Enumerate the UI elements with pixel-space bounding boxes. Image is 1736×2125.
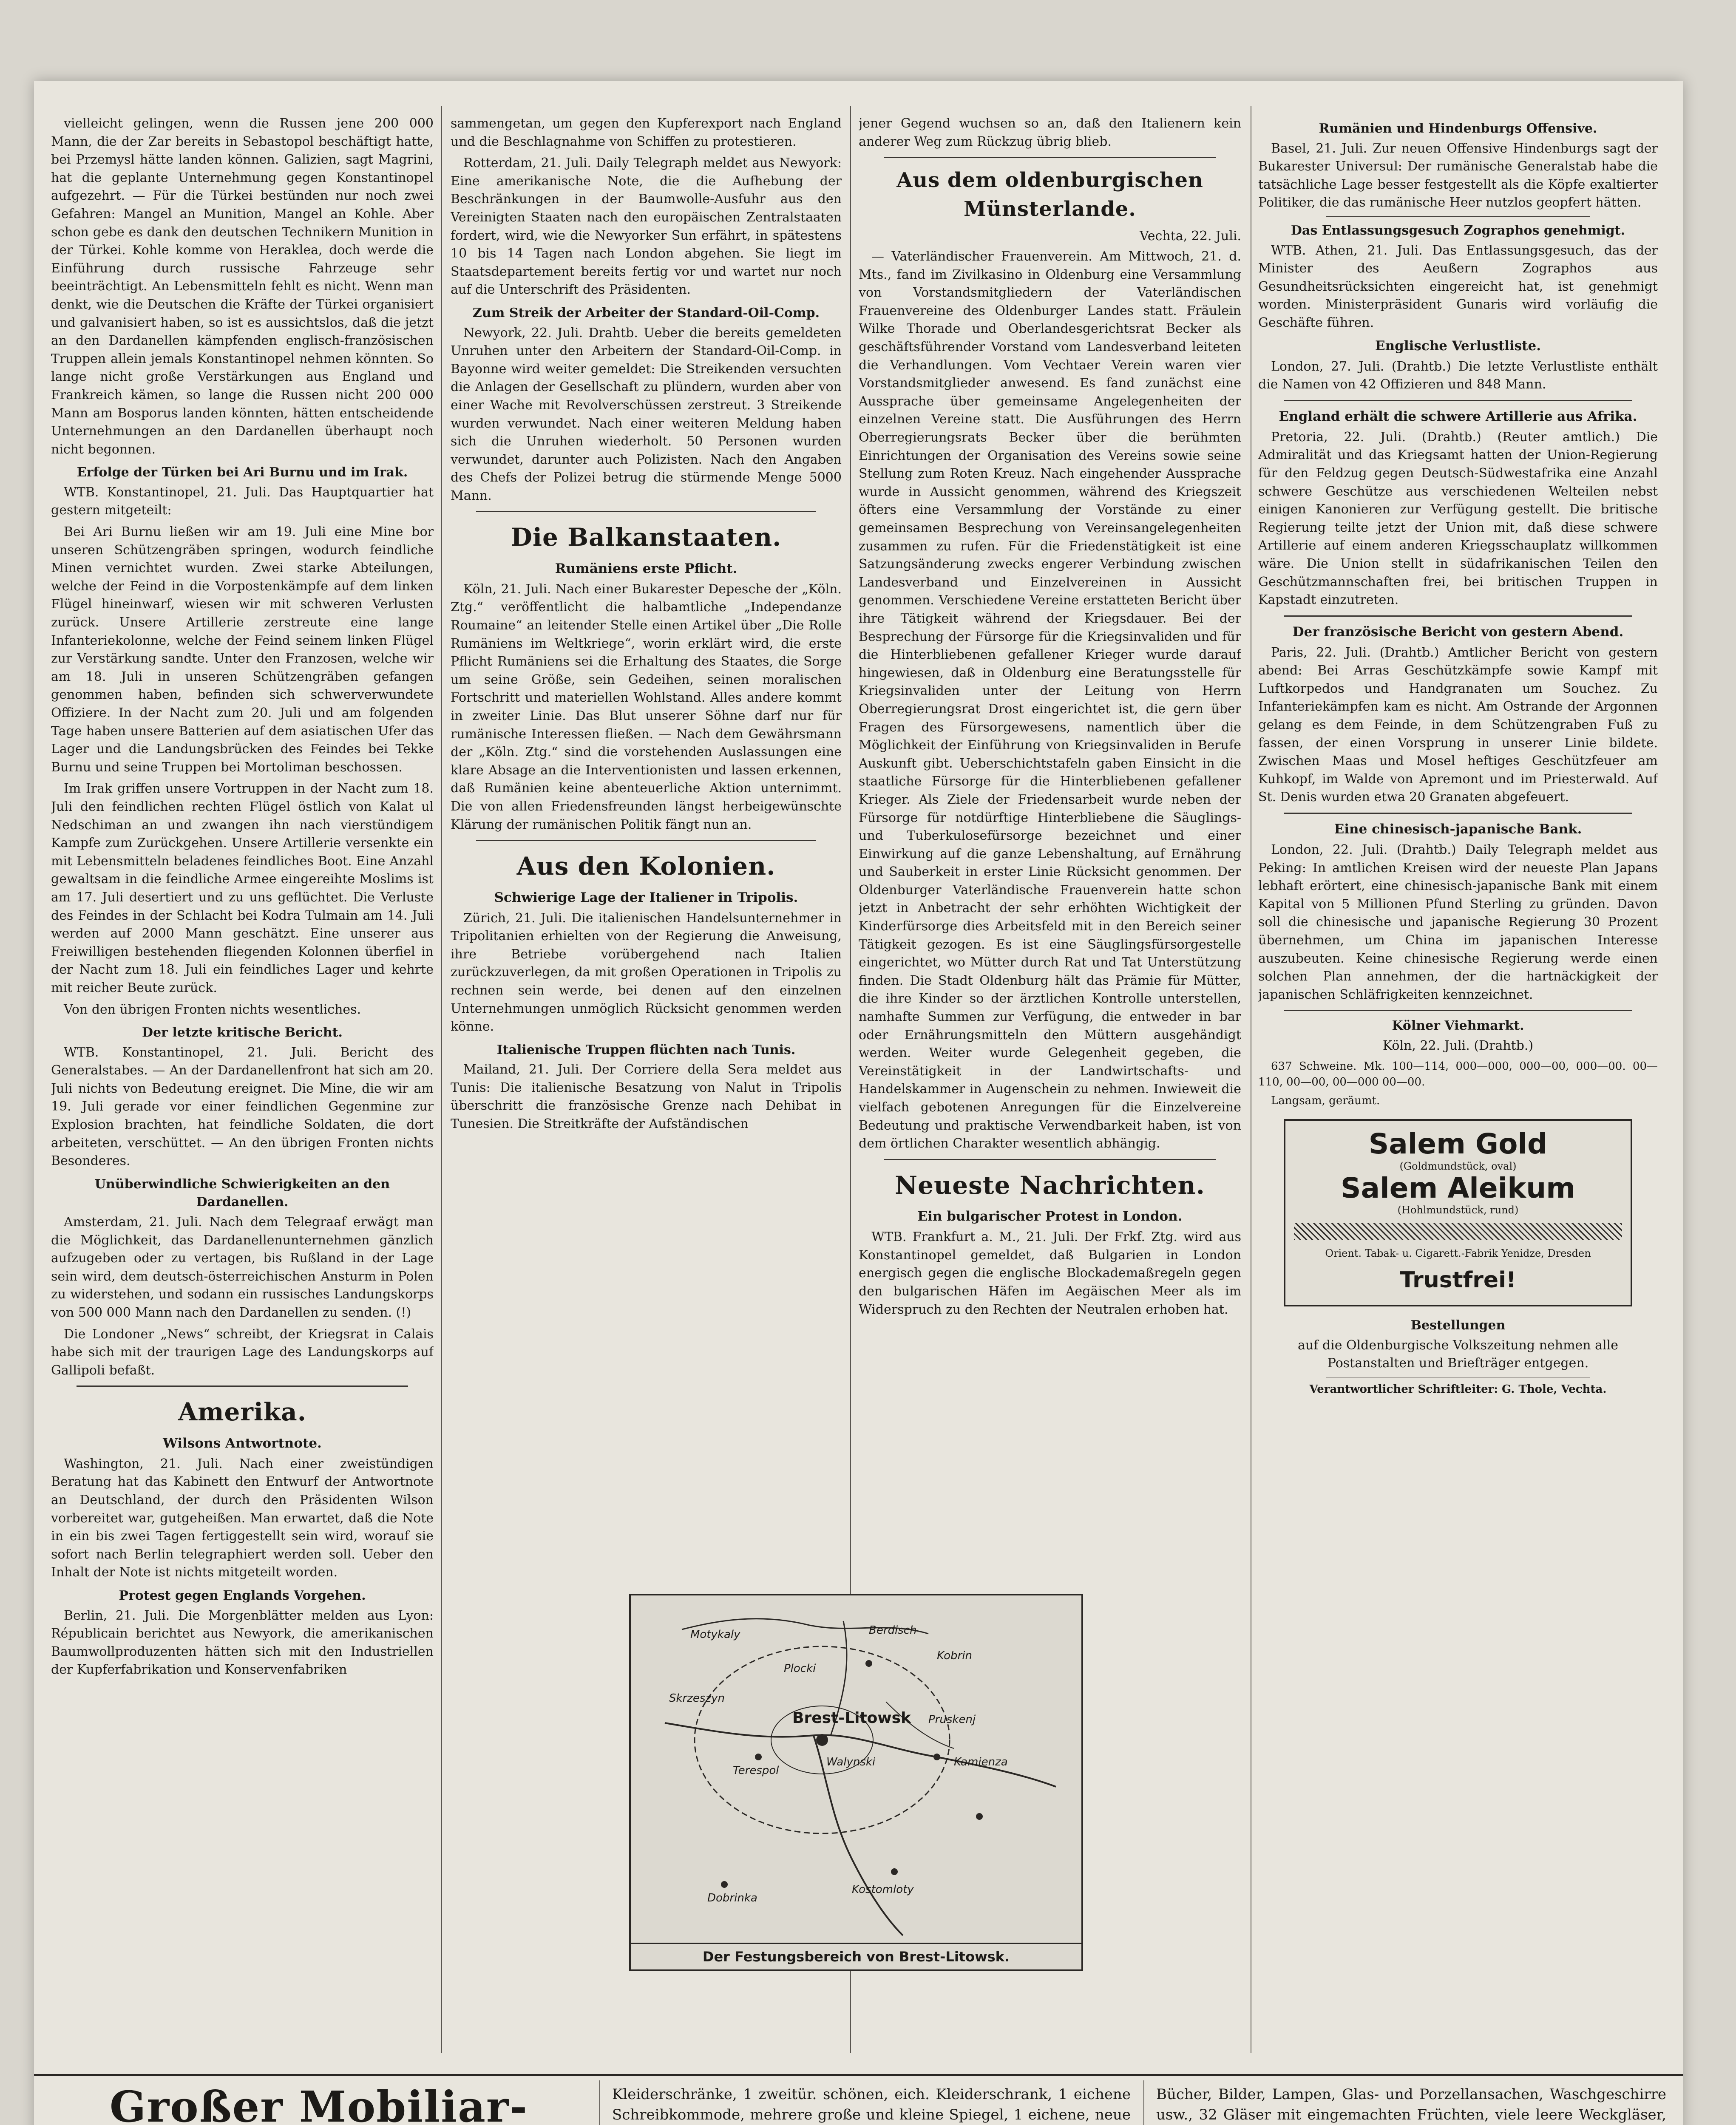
dateline: Vechta, 22. Juli. xyxy=(1139,228,1241,244)
auction-heading xyxy=(51,2082,587,2125)
article-paragraph: Paris, 22. Juli. (Drahtb.) Amtlicher Bericht von gestern abend: Bei Arras Geschützkämpfe sowie Kampf mit Luftkorpedos und Handgranaten um Souchez. Zu Infanteriekämpfen kam es nicht. Am Ostrande der Argonnen gelang es dem Feinde, in dem Schützengraben Fuß zu fassen, der einen Vorsprung in unserer Linie bildete. Zwischen Maas und Mosel heftiges Geschützfeuer am Kuhkopf, im Walde von Apremont und im Priesterwald. Auf St. Denis wurden etwa 20 Granaten abgefeuert. xyxy=(1258,645,1658,805)
ad-manufacturer: Orient. Tabak- u. Cigarett.-Fabrik Yenidze, Dresden xyxy=(1325,1247,1591,1260)
headline: Schwierige Lage der Italiener in Tripolis. xyxy=(494,890,798,905)
article-paragraph: WTB. Frankfurt a. M., 21. Juli. Der Frkf. Ztg. wird aus Konstantinopel gemeldet, daß Bulgarien in London energisch gegen die englische Blockademaßregeln gegen den bulgarischen Häfen im Aegäischen Meer als im Widerspruch zu den Rechten der Neutralen erhoben hat. xyxy=(859,1230,1241,1317)
divider xyxy=(1284,615,1632,617)
map-label: Brest-Litowsk xyxy=(792,1709,911,1727)
ad-brand: Salem Aleikum xyxy=(1341,1171,1575,1204)
section-title: Amerika. xyxy=(178,1397,306,1427)
map-label: Terespol xyxy=(733,1764,779,1777)
ad-brand: Salem Gold xyxy=(1368,1128,1548,1161)
article-paragraph: Rotterdam, 21. Juli. Daily Telegraph meldet aus Newyork: Eine amerikanische Note, die die Aufhebung der Beschränkungen in der Baumwolle-Ausfuhr aus den Vereinigten Staaten nach den europäischen Zentralstaaten fordert, wird, wie die Newyorker Sun erfährt, in spätestens 10 bis 14 Tagen nach London abgehen. Sie liegt im Staatsdepartement bereits fertig vor und wartet nur noch auf die Unterschrift des Präsidenten. xyxy=(451,156,842,298)
article-paragraph: WTB. Konstantinopel, 21. Juli. Das Hauptquartier hat gestern mitgeteilt: xyxy=(51,484,434,518)
divider xyxy=(1284,1010,1632,1011)
divider xyxy=(884,157,1216,158)
map-label: Kobrin xyxy=(937,1649,972,1662)
auction-items: Kleiderschränke, 1 zweitür. schönen, eich. Kleiderschrank, 1 eichene Schreibkommode, mehrere große und kleine Spiegel, 1 eichene, neue xyxy=(612,2086,1131,2123)
divider xyxy=(476,511,816,512)
headline: Wilsons Antwortnote. xyxy=(163,1435,322,1451)
auction-items: Bücher, Bilder, Lampen, Glas- und Porzellansachen, Waschgeschirre usw., 32 Gläser mit eingemachten Früchten, viele leere Weckgläser, xyxy=(1156,2086,1666,2123)
headline: Protest gegen Englands Vorgehen. xyxy=(119,1588,366,1603)
map-label: Dobrinka xyxy=(707,1892,757,1904)
map-label: Berdisch xyxy=(869,1624,917,1637)
article-paragraph: London, 27. Juli. (Drahtb.) Die letzte Verlustliste enthält die Namen von 42 Offizieren und 848 Mann. xyxy=(1258,359,1658,392)
article-paragraph: WTB. Konstantinopel, 21. Juli. Bericht des Generalstabes. — An der Dardanellenfront hat sich am 20. Juli nichts von Bedeutung ereignet. Die Mine, die wir am 19. Juli gerade vor einer feindlichen Gegenmine zur Explosion brachten, hat feindliche Soldaten, die dort arbeiteten, verschüttet. — An den übrigen Fronten nichts Besonderes. xyxy=(51,1045,434,1169)
section-title: Neueste Nachrichten. xyxy=(895,1170,1205,1200)
section-title: Aus den Kolonien. xyxy=(516,852,776,881)
headline: Unüberwindliche Schwierigkeiten an den Dardanellen. xyxy=(94,1176,390,1210)
headline: Rumänien und Hindenburgs Offensive. xyxy=(1319,121,1597,136)
notice-text: auf die Oldenburgische Volkszeitung nehmen alle Postanstalten und Briefträger entgegen. xyxy=(1298,1337,1618,1371)
divider xyxy=(1284,400,1632,401)
article-paragraph: Newyork, 22. Juli. Drahtb. Ueber die bereits gemeldeten Unruhen unter den Arbeitern der Standard-Oil-Comp. in Bayonne wird weiter gemeldet: Die Streikenden versuchten die Anlagen der Gesellschaft zu plündern, wurden aber von einer Wache mit Revolverschüssen zerstreut. 3 Streikende wurden verwundet. Nach einer weiteren Meldung haben sich die Unruhen wiederholt. 50 Personen wurden verwundet, darunter auch Polizisten. Nach den Angaben des Chefs der Polizei betrug die stürmende Menge 5000 Mann. xyxy=(451,325,842,503)
map-label: Plocki xyxy=(784,1662,816,1675)
ad-ornament xyxy=(1294,1223,1622,1240)
headline: Eine chinesisch-japanische Bank. xyxy=(1334,822,1582,837)
market-line: 637 Schweine. Mk. 100—114, 000—000, 000—00, 000—00. 00—110, 00—00, 00—000 00—00. xyxy=(1258,1060,1658,1088)
article-paragraph: WTB. Athen, 21. Juli. Das Entlassungsgesuch, das der Minister des Aeußern Zographos aus Gesundheitsrücksichten eingereicht hat, ist genehmigt worden. Ministerpräsident Gunaris wird vorläufig die Geschäfte führen. xyxy=(1258,243,1658,330)
article-paragraph: Basel, 21. Juli. Zur neuen Offensive Hindenburgs sagt der Bukarester Universul: Der rumänische Generalstab habe die tatsächliche Lage besser festgestellt als die Köpfe exaltierter Politiker, die das rumänische Heer nutzlos geopfert hätten. xyxy=(1258,141,1658,210)
article-paragraph: vielleicht gelingen, wenn die Russen jene 200 000 Mann, die der Zar bereits in Sebastopol beschäftigt hatte, bei Przemysl hätte landen können. Galizien, sagt Magrini, hat die geplante Unternehmung gegen Konstantinopel aufgezehrt. — Für die Türkei bestünden nur noch zwei Gefahren: Mangel an Munition, Mangel an Kohle. Aber schon gebe es dank den deutschen Technikern Munition in der Türkei. Kohle komme von Heraklea, doch werde die Einführung durch russische Fahrzeuge sehr beeinträchtigt. An Lebensmitteln fehlt es nicht. Wenn man denkt, wie die Deutschen die Kräfte der Türkei organisiert und galvanisiert haben, so ist es aussichtslos, daß die jetzt an den Dardanellen kämpfenden englisch-französischen Truppen allein jemals Konstantinopel nehmen könnten. So lange nicht große Verstärkungen aus England und Frankreich kämen, so lange die Russen nicht 200 000 Mann am Bosporus landen könnten, hätten entscheidende Unternehmungen an den Dardanellen überhaupt noch nicht begonnen. xyxy=(51,116,434,457)
headline: Bestellungen xyxy=(1410,1318,1506,1333)
article-paragraph: jener Gegend wuchsen so an, daß den Italienern kein anderer Weg zum Rückzug übrig blieb. xyxy=(859,116,1241,149)
column-rule xyxy=(441,106,442,2053)
map-label: Motykaly xyxy=(690,1628,740,1641)
auction-right xyxy=(1156,2085,1666,2125)
map-label: Pruskenj xyxy=(928,1713,976,1726)
headline: Das Entlassungsgesuch Zographos genehmigt. xyxy=(1291,223,1625,238)
article-paragraph: Die Londoner „News“ schreibt, der Kriegsrat in Calais habe sich mit der traurigen Lage des Landungskorps auf Gallipoli befaßt. xyxy=(51,1326,434,1378)
map-caption: Der Festungsbereich von Brest-Litowsk. xyxy=(631,1943,1081,1969)
ad-subtitle: (Hohlmundstück, rund) xyxy=(1397,1204,1519,1216)
headline: England erhält die schwere Artillerie aus Afrika. xyxy=(1279,408,1637,424)
headline: Ein bulgarischer Protest in London. xyxy=(917,1209,1183,1224)
map-label: Kostomloty xyxy=(852,1883,914,1896)
headline: Erfolge der Türken bei Ari Burnu und im Irak. xyxy=(77,465,408,480)
section-title: Aus dem oldenburgischen Münsterlande. xyxy=(896,168,1203,221)
divider xyxy=(77,1386,408,1387)
article-paragraph: Berlin, 21. Juli. Die Morgenblätter melden aus Lyon: Républicain berichtet aus Newyork, die amerikanischen Baumwollproduzenten hätten sich mit den Industriellen der Kupferfabrikation und Konservenfabriken xyxy=(51,1608,434,1677)
fortress-map xyxy=(629,1594,1083,1971)
market-line: Köln, 22. Juli. (Drahtb.) xyxy=(1382,1038,1534,1053)
divider xyxy=(884,1159,1216,1160)
divider xyxy=(476,840,816,841)
article-paragraph: Von den übrigen Fronten nichts wesentliches. xyxy=(64,1002,361,1017)
article-paragraph: Washington, 21. Juli. Nach einer zweistündigen Beratung hat das Kabinett den Entwurf der Antwortnote an Deutschland, der durch den Präsidenten Wilson vorbereitet war, gutgeheißen. Man erwartet, daß die Note in ein bis zwei Tagen fertiggestellt sein wird, worauf sie sofort nach Berlin telegraphiert werden soll. Ueber den Inhalt der Note ist nichts mitgeteilt worden. xyxy=(51,1456,434,1580)
headline: Der letzte kritische Bericht. xyxy=(142,1025,343,1040)
section-title: Die Balkanstaaten. xyxy=(511,523,782,552)
auction-title: Großer Mobiliar- xyxy=(109,2082,528,2125)
column-rule xyxy=(599,2080,600,2125)
editor-line: Verantwortlicher Schriftleiter: G. Thole, Vechta. xyxy=(1309,1383,1607,1396)
map-label: Kamienza xyxy=(954,1756,1008,1768)
auction-middle xyxy=(612,2085,1131,2125)
headline: Italienische Truppen flüchten nach Tunis. xyxy=(496,1042,796,1057)
auction-left xyxy=(51,2082,587,2125)
column-4 xyxy=(1258,115,1658,2044)
market-line: Langsam, geräumt. xyxy=(1271,1094,1380,1108)
article-paragraph: sammengetan, um gegen den Kupferexport nach England und die Beschlagnahme von Schiffen zu protestieren. xyxy=(451,116,842,149)
cigarette-advertisement xyxy=(1284,1119,1632,1306)
article-paragraph: — Vaterländischer Frauenverein. Am Mittwoch, 21. d. Mts., fand im Zivilkasino in Oldenburg eine Versammlung von Vorstandsmitgliedern der Vaterländischen Frauenvereine des Oldenburger Landes statt. Fräulein Wilke Thorade und Oberlandesgerichtsrat Becker als geschäftsführender Vorstand vom Landesverband leiteten die Verhandlungen. Vom Vechtaer Verein waren vier Vorstandsmitglieder anwesend. Es fand zunächst eine Aussprache über gemeinsame Angelegenheiten der einzelnen Vereine statt. Die Ausführungen des Herrn Oberregierungsrats Becker über die berühmten Einrichtungen der Organisation des Vereins sowie seine Stellung zum Roten Kreuz. Nach eingehender Aussprache wurde in Aussicht genommen, während des Kriegszeit öfters eine Versammlung der Vorstände zu einer gemeinsamen Besprechung von Vereinsangelegenheiten zusammen zu rufen. Für die Friedenstätigkeit ist eine Satzungsänderung zwecks engerer Verbindung zwischen Landesverband und Einzelvereinen in Aussicht genommen. Verschiedene Vereine erstatteten Bericht über ihre Tätigkeit während der Kriegsdauer. Bei der Besprechung der Fürsorge für die Kriegsinvaliden und für die Hinterbliebenen gefallener Krieger wurde darauf hingewiesen, daß in Oldenburg eine Beratungsstelle für Kriegsinvaliden unter der Leitung von Herrn Oberregierungsrat Drost eingerichtet ist, die gern über Fragen des Fürsorgewesens, namentlich über die Möglichkeit der Einführung von Kriegsinvaliden in Berufe Auskunft gibt. Ueberschichtstafeln gaben Einsicht in die staatliche Fürsorge für die Hinterbliebenen gefallener Krieger. Als Ziele der Friedensarbeit wurde neben der Fürsorge für notdürftige Hinterbliebene die Säuglings- und Tuberkulosefürsorge bezeichnet und einer Einwirkung auf die ganze Lebenshaltung, auf Ernährung und Sauberkeit in erster Linie Rücksicht genommen. Der Oldenburger Vaterländische Frauenverein hatte schon jetzt in Anbetracht der sehr erhöhten Wichtigkeit der Kinderfürsorge dies Arbeitsfeld mit in den Bereich seiner Tätigkeit gezogen. Es ist eine Säuglingsfürsorgestelle eingerichtet, wo Mütter durch Rat und Tat Unterstützung finden. Die Stadt Oldenburg hält das Prämie für Mütter, die ihre Kinder so der ärztlichen Kontrolle unterstellen, namhafte Summen zur Verfügung, die entweder in bar oder Ernährungsmitteln den Müttern ausgehändigt werden. Weiter wurde Gelegenheit gegeben, die Vereinstätigkeit in der Landwirtschafts- und Handelskammer in Augenschein zu nehmen. Inwieweit die vielfach gebotenen Anregungen für die Einzelvereine Bedeutung und praktische Verwendbarkeit haben, ist von dem örtlichen Charakter wesentlich abhängig. xyxy=(859,249,1241,1151)
article-paragraph: London, 22. Juli. (Drahtb.) Daily Telegraph meldet aus Peking: In amtlichen Kreisen wird der neueste Plan Japans lebhaft erörtert, eine chinesisch-japanische Bank mit einem Kapital von 5 Millionen Pfund Sterling zu gründen. Davon soll die chinesische und japanische Regierung 30 Prozent übernehmen, um China im japanischen Interesse auszubeuten. Keine chinesische Regierung werde einen solchen Plan annehmen, der die hartnäckigkeit der japanischen Schläfrigkeiten kennzeichnet. xyxy=(1258,842,1658,1002)
headline: Zum Streik der Arbeiter der Standard-Oil-Comp. xyxy=(472,305,820,320)
article-paragraph: Pretoria, 22. Juli. (Drahtb.) (Reuter amtlich.) Die Admiralität und das Kriegsamt hatten der Union-Regierung für den Feldzug gegen Deutsch-Südwestafrika eine Anzahl schwere Geschütze aus verschiedenen Welteilen nebst einigen Kanonieren zur Verfügung gestellt. Die britische Regierung teilte jetzt der Union mit, daß diese schwere Artillerie auf einem anderen Kriegsschauplatz willkommen wäre. Die Union stellt in südafrikanischen Teilen den Geschützmannschaften frei, bei britischen Truppen in Kapstadt einzutreten. xyxy=(1258,429,1658,608)
headline: Kölner Viehmarkt. xyxy=(1392,1018,1524,1034)
map-drawing xyxy=(631,1595,1078,1941)
headline: Der französische Bericht von gestern Abend. xyxy=(1292,624,1624,640)
map-label: Walynski xyxy=(826,1756,876,1768)
newspaper-page xyxy=(34,81,1683,2125)
map-label: Skrzeszyn xyxy=(669,1692,725,1705)
article-paragraph: Bei Ari Burnu ließen wir am 19. Juli eine Mine bor unseren Schützengräben springen, wodurch feindliche Minen vernichtet wurden. Zwei starke Abteilungen, welche der Feind in die Vorpostenkämpfe auf dem linken Flügel hineinwarf, wiesen wir mit schweren Verlusten zurück. Unsere Artillerie zerstreute eine lange Infanteriekolonne, welche der Feind seinem linken Flügel zur Verstärkung sandte. Unter den Franzosen, welche wir am 18. Juli in unseren Schützengräben gefangen genommen haben, befinden sich schwerverwundete Offiziere. In der Nacht zum 20. Juli und am folgenden Tage haben unsere Batterien auf dem asiatischen Ufer das Lager und die Landungsbrücken des Feindes bei Tekke Burnu und seine Truppen bei Mortoliman beschossen. xyxy=(51,524,434,775)
article-paragraph: Zürich, 21. Juli. Die italienischen Handelsunternehmer in Tripolitanien erhielten von der Regierung die Anweisung, ihre Betriebe vorübergehend nach Italien zurückzuverlegen, da mit großen Operationen in Tripolis zu rechnen sein werde, bei denen auf den einzelnen Unternehmungen unmöglich Rücksicht genommen werden könne. xyxy=(451,910,842,1034)
ad-slogan: Trustfrei! xyxy=(1400,1267,1516,1293)
column-rule xyxy=(1143,2080,1144,2125)
article-paragraph: Im Irak griffen unsere Vortruppen in der Nacht zum 18. Juli den feindlichen rechten Flügel östlich von Kalat ul Nedschiman an und zwangen ihn nach vierstündigem Kampfe zum Zurückgehen. Unsere Artillerie versenkte ein mit Lebensmitteln beladenes feindliches Boot. Eine Anzahl gewaltsam in die feindliche Armee eingereihte Moslims ist am 17. Juli desertiert und zu uns geflüchtet. Die Verluste des Feindes in der Schlacht bei Kodra Tulmain am 14. Juli werden auf 2000 Mann geschätzt. Eine unserer aus Freiwilligen bestehenden fliegenden Kolonnen überfiel in der Nacht zum 18. Juli ein feindliches Lager und kehrte mit reicher Beute zurück. xyxy=(51,781,434,995)
headline: Englische Verlustliste. xyxy=(1375,338,1541,354)
auction-advertisement xyxy=(34,2074,1683,2125)
headline: Rumäniens erste Pflicht. xyxy=(555,561,738,576)
column-1 xyxy=(51,115,434,2044)
divider xyxy=(1284,813,1632,814)
article-paragraph: Mailand, 21. Juli. Der Corriere della Sera meldet aus Tunis: Die italienische Besatzung von Nalut in Tripolis überschritt die französische Grenze nach Dehibat in Tunesien. Die Streitkräfte der Aufständischen xyxy=(451,1062,842,1132)
article-paragraph: Köln, 21. Juli. Nach einer Bukarester Depesche der „Köln. Ztg.“ veröffentlicht die halbamtliche „Independanze Roumaine“ an leitender Stelle einen Artikel über „Die Rolle Rumäniens im Weltkriege“, worin erklärt wird, die erste Pflicht Rumäniens sei die Erhaltung des Staates, die Sorge um seine Größe, sein Gedeihen, seinen moralischen Fortschritt und materiellen Wohlstand. Alles andere kommt in zweiter Linie. Das Blut unserer Söhne darf nur für rumänische Interessen fließen. — Nach dem Gewährsmann der „Köln. Ztg.“ sind die vorstehenden Auslassungen eine klare Absage an die Interventionisten und lassen erkennen, daß Rumänien keine abenteuerliche Aktion unternimmt. Die von allen Friedensfreunden längst herbeigewünschte Klärung der rumänischen Politik fängt nun an. xyxy=(451,581,842,832)
ad-subtitle: (Goldmundstück, oval) xyxy=(1399,1160,1517,1172)
article-paragraph: Amsterdam, 21. Juli. Nach dem Telegraaf erwägt man die Möglichkeit, das Dardanellenunternehmen gänzlich aufzugeben oder zu vertagen, bis Rußland in der Lage sein wird, dem deutsch-österreichischen Ansturm in Polen zu widerstehen, und sodann ein russisches Landungskorps von 500 000 Mann nach den Dardanellen zu senden. (!) xyxy=(51,1215,434,1320)
divider xyxy=(1326,216,1590,217)
